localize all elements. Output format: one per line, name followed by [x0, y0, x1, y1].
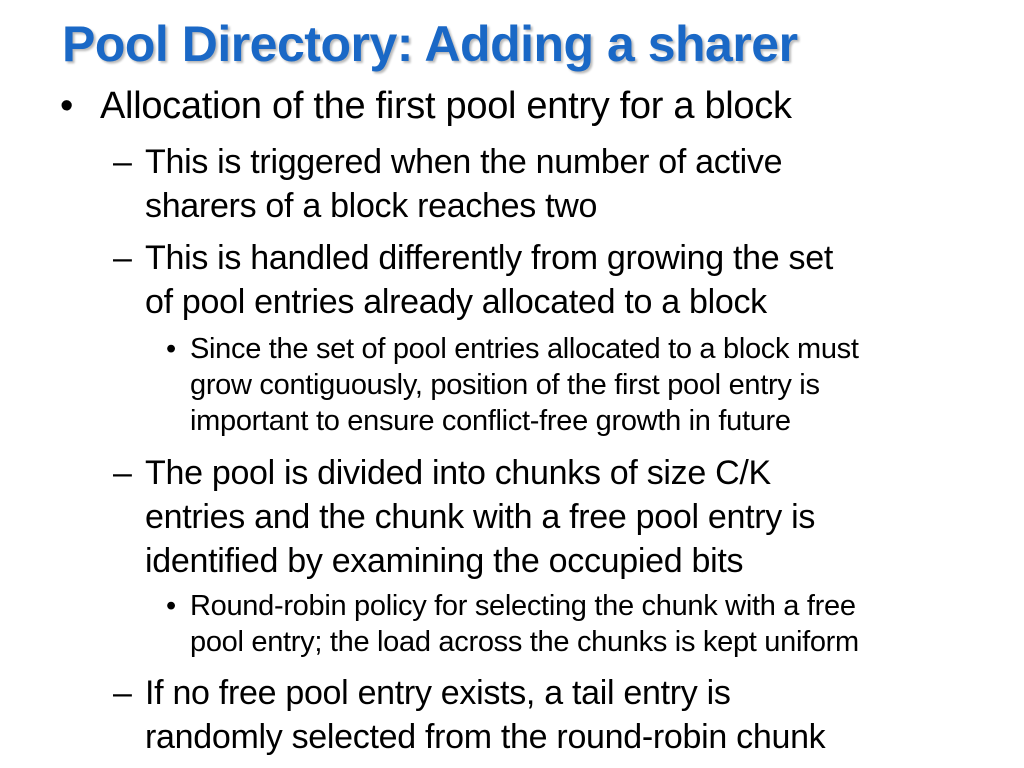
- dash-marker: –: [113, 674, 132, 712]
- dash-marker: –: [113, 239, 132, 277]
- bullet-item-l2: [113, 236, 833, 324]
- bullet-marker: •: [166, 590, 176, 622]
- slide-title: Pool Directory: Adding a sharer: [62, 16, 798, 72]
- bullet-item-l2: [113, 140, 783, 228]
- bullet-item-l1: [60, 83, 792, 129]
- bullet-line: This is triggered when the number of active: [145, 143, 783, 181]
- bullet-item-l3: [166, 331, 859, 439]
- bullet-line: The pool is divided into chunks of size C/K: [145, 454, 771, 492]
- bullet-line: grow contiguously, position of the first pool entry is: [190, 369, 820, 401]
- bullet-item-l2: [113, 451, 816, 583]
- bullet-line: pool entry; the load across the chunks is kept uniform: [190, 626, 859, 658]
- bullet-line: identified by examining the occupied bits: [145, 542, 744, 580]
- bullet-line: Round-robin policy for selecting the chunk with a free: [190, 590, 856, 622]
- bullet-item-l2: [113, 671, 826, 759]
- dash-marker: –: [113, 454, 132, 492]
- bullet-marker: •: [60, 85, 74, 127]
- bullet-line: If no free pool entry exists, a tail entry is: [145, 674, 731, 712]
- bullet-line: Allocation of the first pool entry for a block: [100, 85, 792, 127]
- bullet-line: entries and the chunk with a free pool entry is: [145, 498, 816, 536]
- bullet-marker: •: [166, 333, 176, 365]
- bullet-line: of pool entries already allocated to a block: [145, 283, 767, 321]
- dash-marker: –: [113, 143, 132, 181]
- bullet-line: Since the set of pool entries allocated to a block must: [190, 333, 859, 365]
- bullet-line: sharers of a block reaches two: [145, 187, 598, 225]
- bullet-line: This is handled differently from growing the set: [145, 239, 833, 277]
- bullet-line: randomly selected from the round-robin chunk: [145, 718, 826, 756]
- bullet-line: important to ensure conflict-free growth in future: [190, 405, 791, 437]
- bullet-item-l3: [166, 588, 859, 660]
